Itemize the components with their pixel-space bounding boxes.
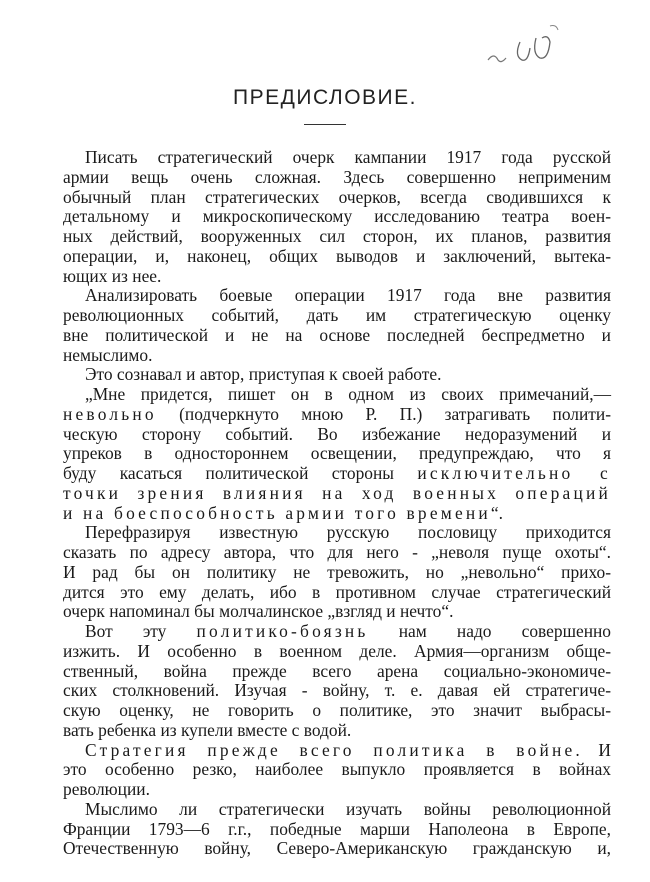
text-line [63,346,611,366]
text-line [63,780,611,800]
text-segment: нам надо совершенно [368,621,611,641]
text-segment: Отечественную войну, Северо-Американскую гражданскую и, [63,838,611,859]
text-segment: обычный план стратегических очерков, всегда сводившихся к [63,186,611,207]
text-line [63,365,611,385]
text-line [63,642,611,662]
paragraph [63,800,611,859]
paragraph [63,523,611,622]
handwritten-note [470,20,590,80]
text-segment: армии вещь очень сложная. Здесь совершенно неприменим [63,166,611,187]
text-line [63,326,611,346]
text-segment: И рад бы он политику не тревожить, но „невольно“ прихо- [63,561,611,582]
text-segment: вать ребенка из купели вместе с водой. [63,719,352,740]
text-line [63,741,611,761]
text-line [63,444,611,464]
text-line [63,484,611,504]
text-segment: изжить. И особенно в военном деле. Армия—организм обще- [63,640,611,661]
text-line [63,800,611,820]
text-segment: Это сознавал и автор, приступая к своей работе. [85,364,442,385]
text-line [63,207,611,227]
text-segment: очерк напоминал бы молчалинское „взгляд и нечто“. [63,601,454,622]
text-line [63,681,611,701]
text-segment: упреков в одностороннем освещении, предупреждаю, что я [63,443,611,464]
text-segment: “. [490,502,503,523]
paragraph [63,385,611,523]
text-segment: Вот эту [85,621,197,641]
title-divider [304,124,346,125]
text-segment: ственный, война прежде всего арена социально-экономиче- [63,660,611,681]
spaced-emphasis: политико-боязнь [196,621,369,641]
text-segment: немыслимо. [63,344,153,365]
text-line [63,543,611,563]
text-line [63,662,611,682]
text-line [63,820,611,840]
text-line [63,464,611,484]
text-segment: скую оценку, не говорить о политике, это значит выбрасы- [63,700,611,720]
text-segment: И [582,739,611,760]
text-segment: Писать стратегический очерк кампании 1917 года русской [85,147,611,167]
text-line [63,227,611,247]
text-segment: Мыслимо ли стратегически изучать войны революционной [85,798,611,819]
body-text [63,148,611,859]
text-line [63,306,611,326]
paragraph [63,148,611,286]
text-line [63,425,611,445]
text-line [63,188,611,208]
spaced-emphasis: невольно [63,403,157,424]
text-line [63,839,611,859]
text-segment: Перефразируя известную русскую пословицу приходится [85,522,611,543]
spaced-emphasis: исключительно с [417,463,611,483]
text-segment: буду касаться политической стороны [63,463,418,483]
text-segment: ющих из нее. [63,265,162,286]
text-line [63,701,611,721]
text-segment: революции. [63,779,150,799]
text-line [63,286,611,306]
text-line [63,563,611,583]
text-line [63,168,611,188]
text-segment: операции, и, наконец, общих выводов и заключений, вытека- [63,245,611,266]
text-line [63,602,611,622]
text-line [63,523,611,543]
text-line [63,760,611,780]
text-segment: Франции 1793—6 г.г., победные марши Наполеона в Европе, [63,818,611,839]
page-title: ПРЕДИСЛОВИЕ. [233,86,417,109]
text-line [63,583,611,603]
text-line [63,405,611,425]
text-segment: ских столкновений. Изучая - войну, т. е. давая ей стратегиче- [63,680,611,701]
text-segment: революционных событий, дать им стратегическую оценку [63,305,611,325]
text-line [63,267,611,287]
text-segment: ческую сторону событий. Во избежание недоразумений и [63,423,611,444]
text-line [63,721,611,741]
text-line [63,148,611,168]
text-segment: Анализировать боевые операции 1917 года вне развития [85,285,611,306]
spaced-emphasis: точки зрения влияния на ход военных операций [63,482,611,503]
text-line [63,385,611,405]
text-line [63,247,611,267]
paragraph [63,741,611,800]
text-segment: (подчеркнуто мною Р. П.) затрагивать полити- [156,403,611,424]
text-segment: сказать по адресу автора, что для него - „неволя пуще охоты“. [63,542,611,562]
text-segment: вне политической и не на основе последней беспредметно и [63,324,611,345]
spaced-emphasis: и на боеспособность армии того времени [63,502,491,523]
text-segment: „Мне придется, пишет он в одном из своих примечаний,— [85,384,611,404]
text-line [63,622,611,642]
text-segment: ных действий, вооруженных сил сторон, их планов, развития [63,226,611,246]
text-segment: это особенно резко, наиболее выпукло проявляется в войнах [63,759,611,780]
paragraph [63,365,611,385]
paragraph [63,286,611,365]
spaced-emphasis: Стратегия прежде всего политика в войне. [85,739,583,760]
text-line [63,504,611,524]
paragraph [63,622,611,741]
text-segment: детальному и микроскопическому исследованию театра воен- [63,206,611,227]
text-segment: дится это ему делать, ибо в противном случае стратегический [63,581,611,602]
